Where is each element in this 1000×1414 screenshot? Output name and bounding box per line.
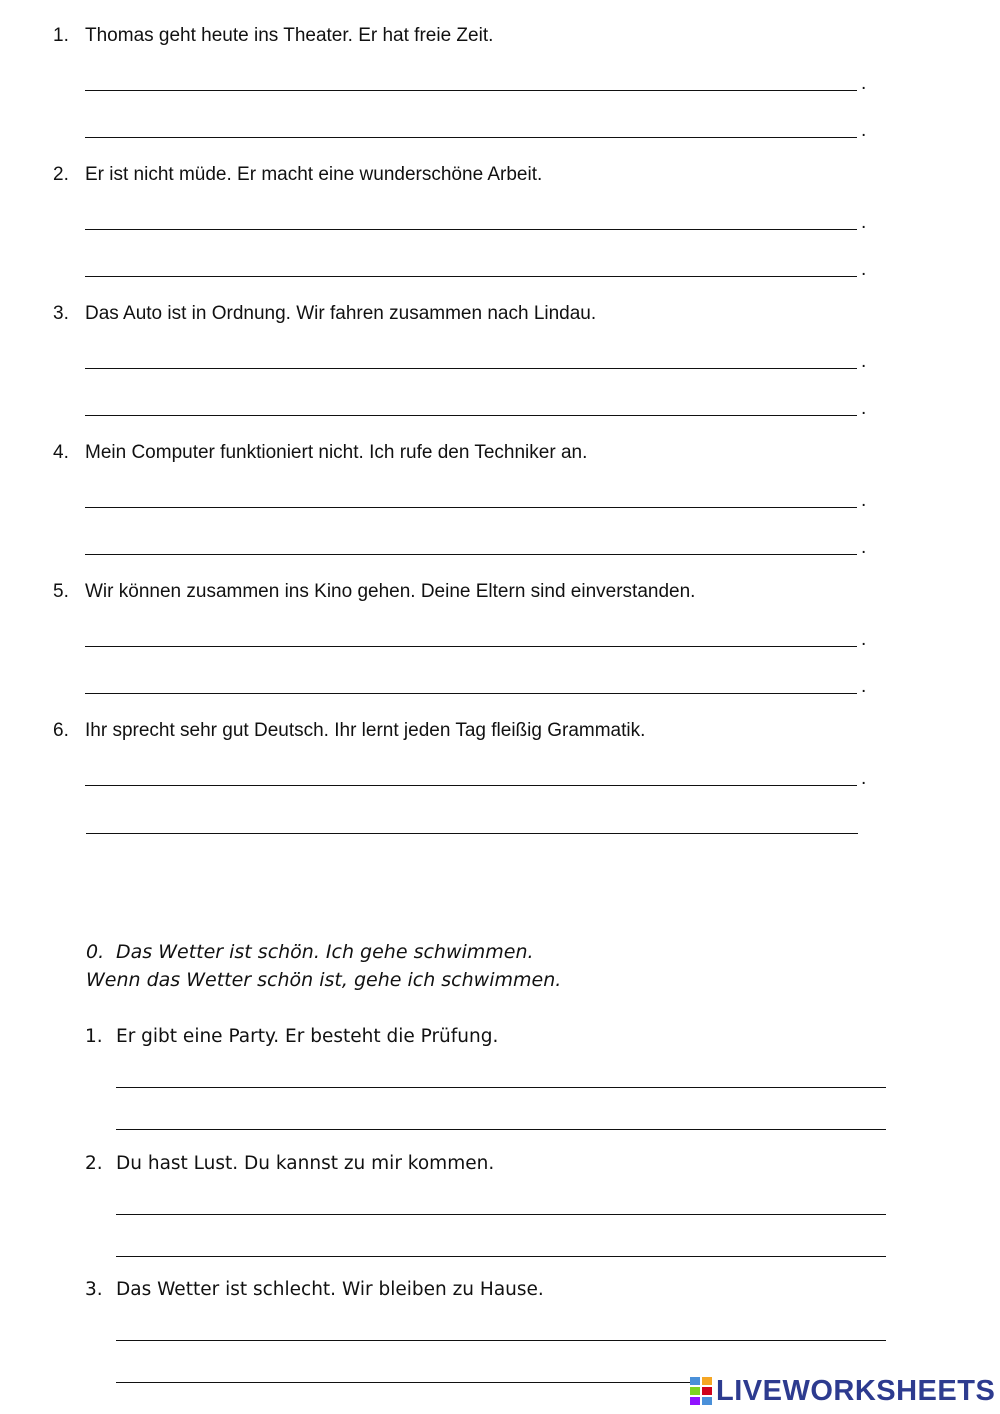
answer-line[interactable] <box>85 646 857 647</box>
item-prompt: Du hast Lust. Du kannst zu mir kommen. <box>116 1153 495 1174</box>
answer-line[interactable] <box>85 137 857 138</box>
line-end-dot: . <box>861 398 867 419</box>
item-prompt: Ihr sprecht sehr gut Deutsch. Ihr lernt jeden Tag fleißig Grammatik. <box>85 720 646 741</box>
answer-line[interactable] <box>116 1129 886 1130</box>
item-prompt: Das Auto ist in Ordnung. Wir fahren zusammen nach Lindau. <box>85 303 597 324</box>
answer-line[interactable] <box>116 1382 692 1383</box>
line-end-dot: . <box>861 120 867 141</box>
item-prompt: Wir können zusammen ins Kino gehen. Deine Eltern sind einverstanden. <box>85 581 696 602</box>
example-answer: Wenn das Wetter schön ist, gehe ich schwimmen. <box>86 969 562 991</box>
answer-line[interactable] <box>85 693 857 694</box>
answer-line[interactable] <box>85 368 857 369</box>
line-end-dot: . <box>861 490 867 511</box>
liveworksheets-logo-icon <box>690 1377 712 1405</box>
item-prompt: Das Wetter ist schlecht. Wir bleiben zu Hause. <box>116 1279 544 1300</box>
item-number: 2. <box>53 164 69 185</box>
item-number: 4. <box>53 442 69 463</box>
answer-line[interactable] <box>116 1214 886 1215</box>
line-end-dot: . <box>861 73 867 94</box>
item-number: 2. <box>85 1153 103 1174</box>
line-end-dot: . <box>861 537 867 558</box>
line-end-dot: . <box>861 212 867 233</box>
example-number: 0. <box>86 941 105 963</box>
item-number: 3. <box>85 1279 103 1300</box>
answer-line[interactable] <box>86 833 858 834</box>
answer-line[interactable] <box>116 1087 886 1088</box>
liveworksheets-logo <box>690 1376 995 1406</box>
item-prompt: Er gibt eine Party. Er besteht die Prüfung. <box>116 1026 499 1047</box>
item-number: 5. <box>53 581 69 602</box>
item-prompt: Thomas geht heute ins Theater. Er hat freie Zeit. <box>85 25 494 46</box>
liveworksheets-logo-text: LIVEWORKSHEETS <box>716 1375 996 1407</box>
example-prompt: Das Wetter ist schön. Ich gehe schwimmen. <box>116 941 534 963</box>
answer-line[interactable] <box>116 1340 886 1341</box>
answer-line[interactable] <box>85 276 857 277</box>
item-number: 6. <box>53 720 69 741</box>
item-prompt: Er ist nicht müde. Er macht eine wunderschöne Arbeit. <box>85 164 543 185</box>
line-end-dot: . <box>861 768 867 789</box>
answer-line[interactable] <box>85 785 857 786</box>
answer-line[interactable] <box>116 1256 886 1257</box>
line-end-dot: . <box>861 676 867 697</box>
answer-line[interactable] <box>85 415 857 416</box>
line-end-dot: . <box>861 259 867 280</box>
line-end-dot: . <box>861 629 867 650</box>
answer-line[interactable] <box>85 90 857 91</box>
answer-line[interactable] <box>85 229 857 230</box>
line-end-dot: . <box>861 351 867 372</box>
item-number: 3. <box>53 303 69 324</box>
item-number: 1. <box>85 1026 103 1047</box>
item-prompt: Mein Computer funktioniert nicht. Ich rufe den Techniker an. <box>85 442 588 463</box>
answer-line[interactable] <box>85 507 857 508</box>
answer-line[interactable] <box>85 554 857 555</box>
item-number: 1. <box>53 25 69 46</box>
